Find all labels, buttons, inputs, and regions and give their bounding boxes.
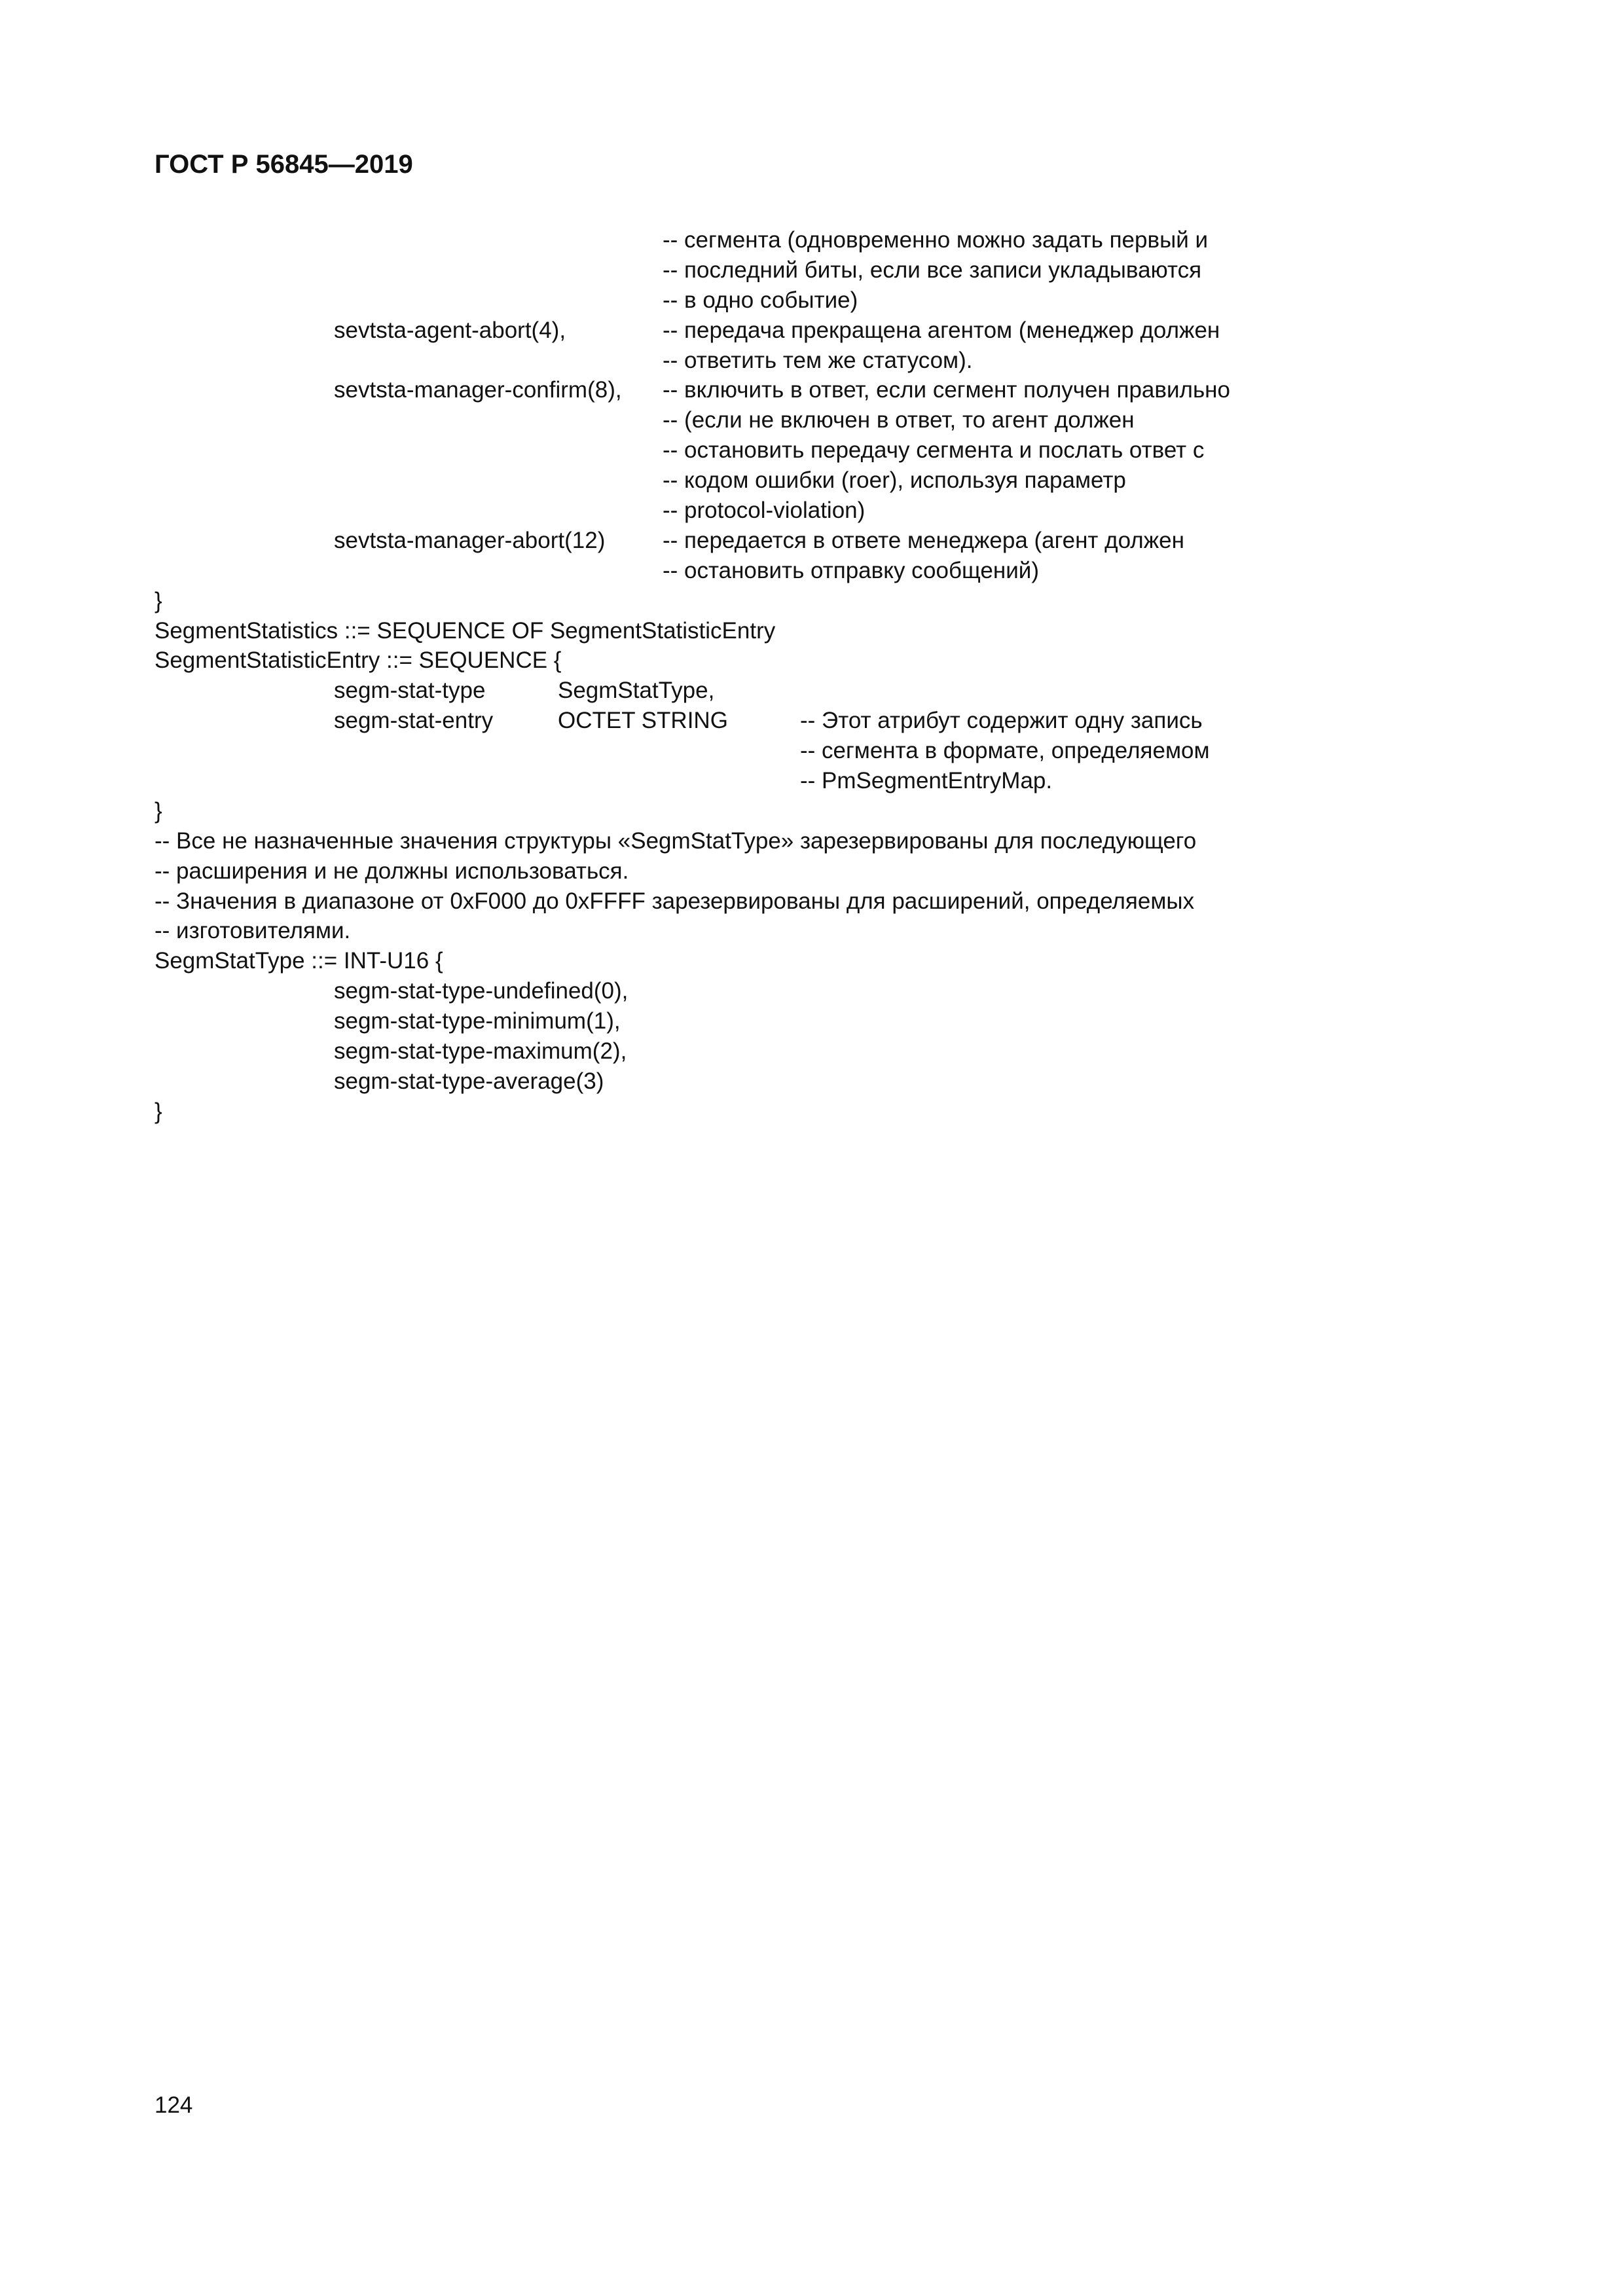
- code-line: [155, 375, 1490, 405]
- code-text: segm-stat-entry: [334, 708, 494, 734]
- code-line: [155, 285, 1490, 316]
- code-line: [155, 946, 1490, 976]
- code-line: [155, 346, 1490, 376]
- code-text: -- Все не назначенные значения структуры «SegmStatType» зарезервированы для последующего: [155, 828, 1197, 854]
- code-line: [155, 676, 1490, 706]
- code-line: [155, 225, 1490, 255]
- code-text: }: [155, 1098, 162, 1124]
- code-text: SegmentStatisticEntry ::= SEQUENCE {: [155, 647, 562, 674]
- code-text: -- изготовителями.: [155, 918, 351, 944]
- code-text: -- сегмента в формате, определяемом: [800, 738, 1210, 764]
- code-text: -- расширения и не должны использоваться.: [155, 858, 629, 884]
- code-text: sevtsta-manager-abort(12): [334, 527, 606, 553]
- code-line: [155, 886, 1490, 917]
- code-comment: -- Этот атрибут содержит одну запись: [800, 708, 1203, 734]
- code-line: [155, 796, 1490, 826]
- code-text: -- остановить передачу сегмента и послать ответ с: [663, 437, 1205, 464]
- code-text: -- protocol-violation): [663, 498, 866, 524]
- code-text: -- (если не включен в ответ, то агент должен: [663, 407, 1135, 433]
- code-line: [155, 465, 1490, 496]
- code-line: [155, 706, 1490, 736]
- code-comment: -- передача прекращена агентом (менеджер должен: [663, 317, 1220, 343]
- code-line: [155, 856, 1490, 886]
- code-text: -- Значения в диапазоне от 0xF000 до 0xFFFF зарезервированы для расширений, определяемых: [155, 888, 1195, 914]
- code-line: [155, 1036, 1490, 1066]
- code-comment: -- передается в ответе менеджера (агент должен: [663, 527, 1184, 553]
- code-text: sevtsta-agent-abort(4),: [334, 317, 566, 343]
- code-text: -- сегмента (одновременно можно задать первый и: [663, 227, 1209, 253]
- code-line: [155, 405, 1490, 435]
- code-text: -- последний биты, если все записи укладываются: [663, 257, 1202, 283]
- code-text: }: [155, 587, 162, 613]
- code-text: segm-stat-type-minimum(1),: [334, 1008, 621, 1034]
- code-text: segm-stat-type-maximum(2),: [334, 1038, 627, 1065]
- code-text: -- кодом ошибки (roer), используя параметр: [663, 467, 1126, 494]
- code-line: [155, 916, 1490, 946]
- page-number: 124: [155, 2092, 193, 2118]
- code-line: [155, 736, 1490, 766]
- code-text: sevtsta-manager-confirm(8),: [334, 377, 622, 403]
- code-line: [155, 976, 1490, 1006]
- code-text: -- в одно событие): [663, 287, 858, 313]
- code-text: segm-stat-type: [334, 678, 486, 704]
- code-text: }: [155, 797, 162, 824]
- code-text: OCTET STRING: [558, 708, 728, 734]
- code-line: [155, 586, 1490, 616]
- code-text: SegmStatType ::= INT-U16 {: [155, 948, 443, 974]
- code-text: -- PmSegmentEntryMap.: [800, 768, 1053, 794]
- code-line: [155, 766, 1490, 796]
- code-text: SegmStatType,: [558, 678, 715, 704]
- code-line: [155, 1006, 1490, 1036]
- asn1-code-listing: [155, 225, 1490, 1127]
- code-line: [155, 556, 1490, 586]
- code-line: [155, 1066, 1490, 1097]
- code-text: SegmentStatistics ::= SEQUENCE OF SegmentStatisticEntry: [155, 617, 776, 644]
- code-text: segm-stat-type-undefined(0),: [334, 978, 629, 1004]
- code-line: [155, 316, 1490, 346]
- code-line: [155, 435, 1490, 465]
- code-line: [155, 255, 1490, 285]
- code-line: [155, 526, 1490, 556]
- code-line: [155, 496, 1490, 526]
- code-line: [155, 616, 1490, 646]
- code-line: [155, 1097, 1490, 1127]
- code-line: [155, 826, 1490, 856]
- code-text: segm-stat-type-average(3): [334, 1068, 604, 1094]
- code-line: [155, 646, 1490, 676]
- code-text: -- ответить тем же статусом).: [663, 347, 973, 373]
- document-header: ГОСТ Р 56845—2019: [155, 150, 413, 179]
- code-text: -- остановить отправку сообщений): [663, 557, 1039, 583]
- code-comment: -- включить в ответ, если сегмент получен правильно: [663, 377, 1230, 403]
